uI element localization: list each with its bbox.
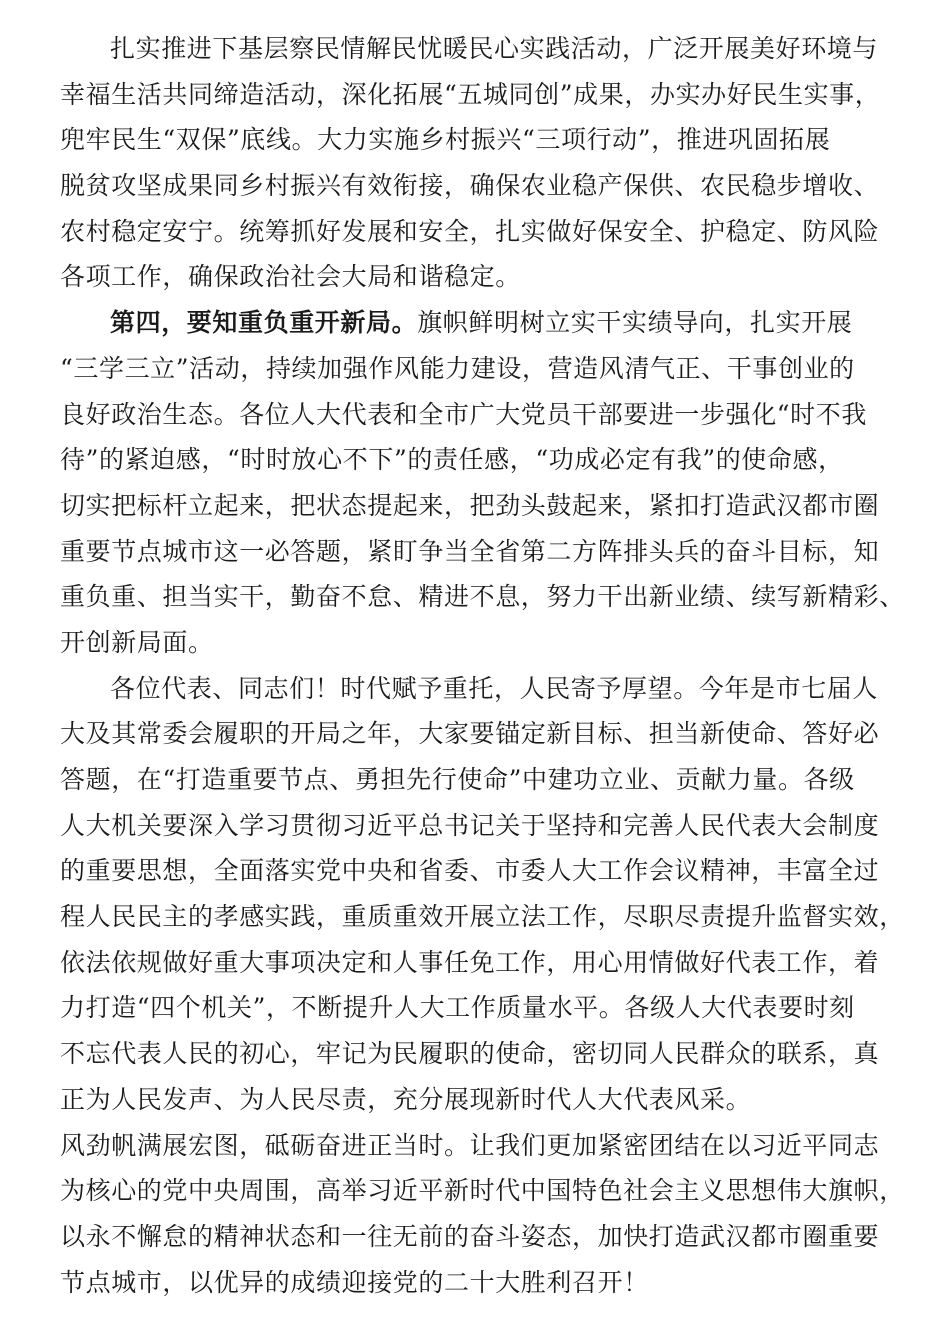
- section-heading: 第四，要知重负重开新局。: [110, 308, 418, 338]
- text-line: 节点城市，以优异的成绩迎接党的二十大胜利召开！: [60, 1267, 649, 1297]
- text-line: 幸福生活共同缔造活动，深化拓展“五城同创”成果，办实办好民生实事，: [60, 79, 881, 109]
- text-line: 切实把标杆立起来，把状态提起来，把劲头鼓起来，紧扣打造武汉都市圈: [60, 490, 880, 520]
- text-line: 各位代表、同志们！时代赋予重托，人民寄予厚望。今年是市七届人: [110, 673, 879, 703]
- text-line: 良好政治生态。各位人大代表和全市广大党员干部要进一步强化“时不我: [60, 399, 867, 429]
- text-line: 答题，在“打造重要节点、勇担先行使命”中建功立业、贡献力量。各级: [60, 765, 855, 794]
- text-line: 风劲帆满展宏图，砥砺奋进正当时。让我们更加紧密团结在以习近平同志: [60, 1130, 880, 1160]
- text-line: 不忘代表人民的初心，牢记为民履职的使命，密切同人民群众的联系，真: [60, 1039, 880, 1069]
- text-line: 重要节点城市这一必答题，紧盯争当全省第二方阵排头兵的奋斗目标，知: [60, 536, 880, 566]
- text-line: “三学三立”活动，持续加强作风能力建设，营造风清气正、干事创业的: [60, 353, 855, 383]
- text-line: 脱贫攻坚成果同乡村振兴有效衔接，确保农业稳产保供、农民稳步增收、: [60, 171, 880, 201]
- text-line: 力打造“四个机关”，不断提升人大工作质量水平。各级人大代表要时刻: [60, 993, 855, 1023]
- paragraph-4: [60, 1123, 905, 1306]
- text-line: 农村稳定安宁。统筹抓好发展和安全，扎实做好保安全、护稳定、防风险: [60, 216, 880, 246]
- text-line: 以永不懈怠的精神状态和一往无前的奋斗姿态，加快打造武汉都市圈重要: [60, 1221, 880, 1251]
- text-line: 待”的紧迫感，“时时放心不下”的责任感，“功成必定有我”的使命感，: [60, 445, 844, 475]
- text-line: 程人民民主的孝感实践，重质重效开展立法工作，尽职尽责提升监督实效，: [60, 902, 905, 932]
- text-line: 大及其常委会履职的开局之年，大家要锚定新目标、担当新使命、答好必: [60, 719, 880, 749]
- text-line: 正为人民发声、为人民尽责，充分展现新时代人大代表风采。: [60, 1084, 752, 1114]
- text-span: 旗帜鲜明树立实干实绩导向，扎实开展: [417, 308, 853, 338]
- text-line: 开创新局面。: [60, 627, 214, 657]
- paragraph-1: [60, 26, 890, 300]
- text-line: 依法依规做好重大事项决定和人事任免工作，用心用情做好代表工作，着: [60, 947, 880, 977]
- text-line: 为核心的党中央周围，高举习近平新时代中国特色社会主义思想伟大旗帜，: [60, 1176, 905, 1206]
- paragraph-2: [60, 300, 905, 666]
- paragraph-3: [60, 666, 905, 1123]
- text-line: 的重要思想，全面落实党中央和省委、市委人大工作会议精神，丰富全过: [60, 856, 880, 886]
- text-line: 人大机关要深入学习贯彻习近平总书记关于坚持和完善人民代表大会制度: [60, 810, 880, 840]
- text-line: 重负重、担当实干，勤奋不怠、精进不息，努力干出新业绩、续写新精彩、: [60, 582, 905, 612]
- text-line: [60, 300, 890, 346]
- text-line: 各项工作，确保政治社会大局和谐稳定。: [60, 262, 521, 292]
- text-line: 扎实推进下基层察民情解民忧暖民心实践活动，广泛开展美好环境与: [110, 34, 879, 63]
- text-line: 兜牢民生“双保”底线。大力实施乡村振兴“三项行动”，推进巩固拓展: [60, 125, 831, 155]
- document-body: [60, 26, 905, 1305]
